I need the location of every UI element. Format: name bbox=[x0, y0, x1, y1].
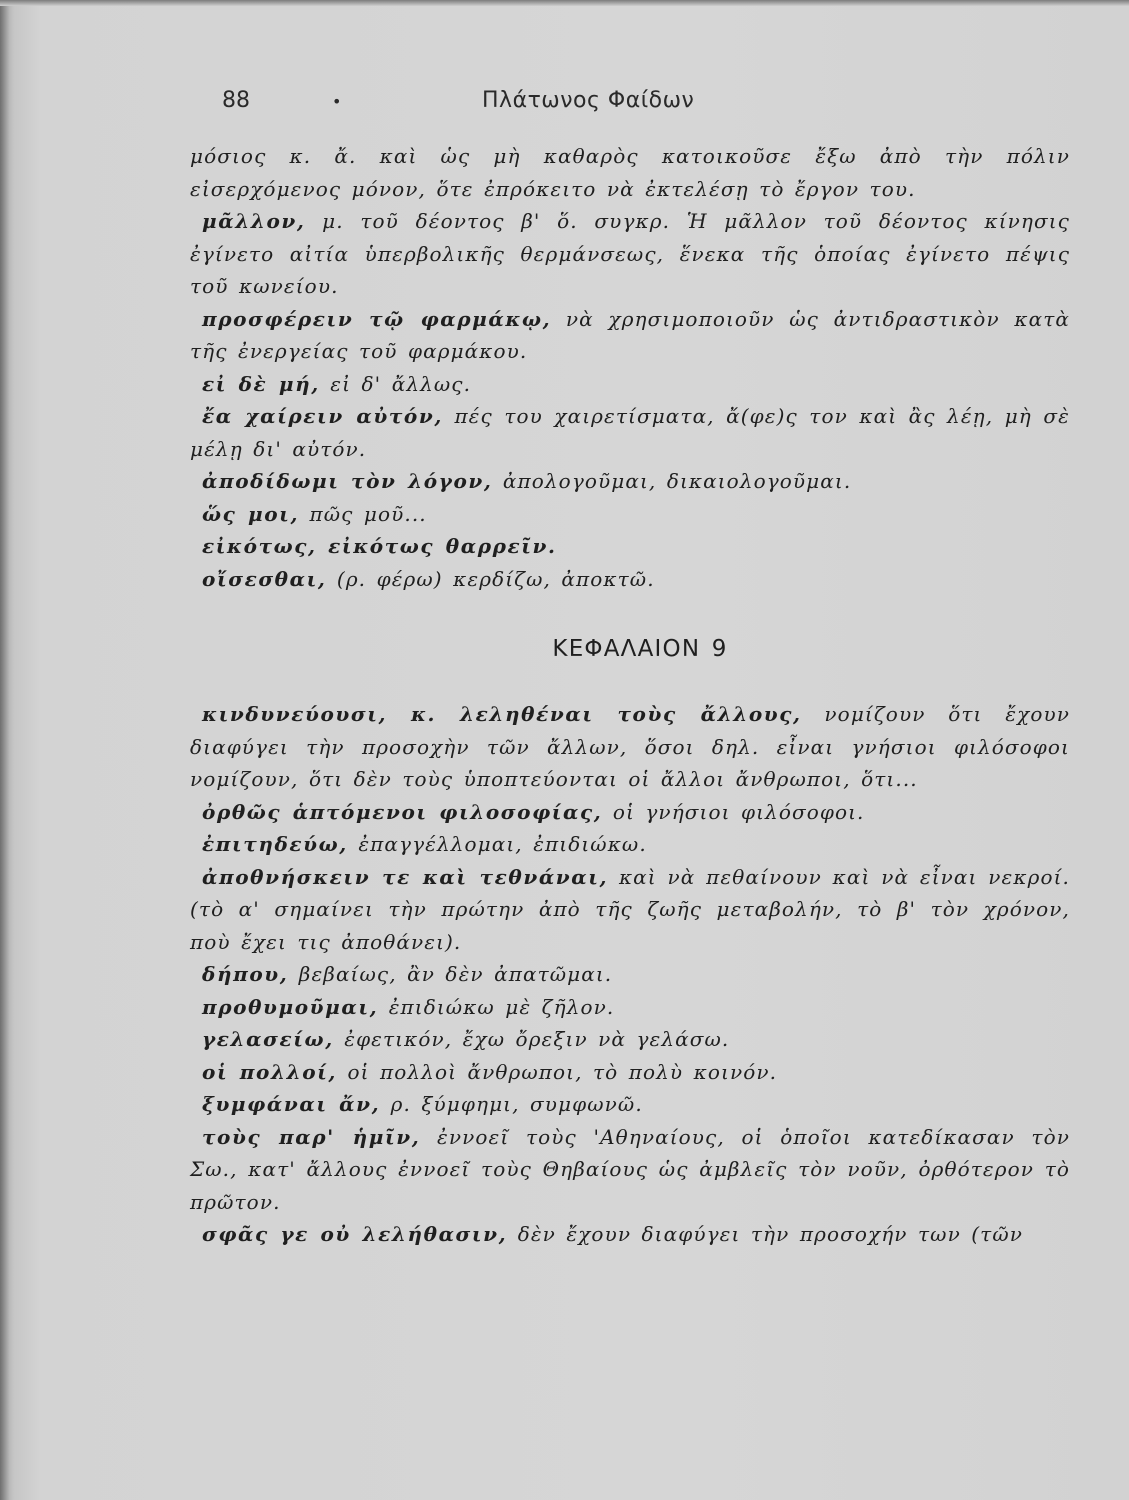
entry-gloss: πές του χαιρετίσματα, ἄ(φε)ς τον καὶ ἂς λέῃ, μὴ σὲ μέλῃ δι' αὐτόν. bbox=[190, 404, 1070, 461]
commentary-entry bbox=[190, 796, 1070, 829]
entry-lemma: εἰ δὲ μή, bbox=[202, 371, 320, 396]
entry-lemma: τοὺς παρ' ἡμῖν, bbox=[202, 1124, 421, 1149]
commentary-entry bbox=[190, 530, 1070, 563]
running-title: Πλάτωνος Φαίδων bbox=[482, 88, 695, 113]
entry-lemma: κινδυνεύουσι, κ. λεληθέναι τοὺς ἄλλους, bbox=[202, 702, 802, 726]
entry-gloss: μ. τοῦ δέοντος β' ὅ. συγκρ. Ἡ μᾶλλον τοῦ δέοντος κίνησις ἐγίνετο αἰτία ὑπερβολικῆς θερμάνσεως, ἕνεκα τῆς ὁποίας ἐγίνετο πέψις τοῦ κωνείου. bbox=[190, 209, 1070, 298]
commentary-entry bbox=[190, 465, 1070, 498]
commentary-entry bbox=[190, 205, 1070, 303]
entry-lemma: προθυμοῦμαι, bbox=[202, 994, 379, 1019]
entry-lemma: μᾶλλον, bbox=[202, 209, 306, 233]
entry-lemma: οἱ πολλοί, bbox=[202, 1059, 337, 1084]
entry-lemma: ξυμφάναι ἄν, bbox=[202, 1092, 381, 1116]
commentary-entry bbox=[190, 828, 1070, 861]
entries-after-chapter bbox=[190, 698, 1070, 1251]
chapter-heading: ΚΕΦΑΛΑΙΟΝ 9 bbox=[552, 636, 728, 662]
entry-lemma: ἀποδίδωμι τὸν λόγον, bbox=[202, 469, 493, 493]
commentary-entry bbox=[190, 563, 1070, 596]
entry-gloss: ἀπολογοῦμαι, δικαιολογοῦμαι. bbox=[502, 469, 852, 493]
entry-gloss: βεβαίως, ἂν δὲν ἀπατῶμαι. bbox=[298, 962, 613, 986]
entry-gloss: (ρ. φέρω) κερδίζω, ἀποκτῶ. bbox=[336, 566, 655, 591]
commentary-entry bbox=[190, 303, 1070, 368]
commentary-entry bbox=[190, 400, 1070, 465]
entry-gloss: μόσιος κ. ἄ. καὶ ὡς μὴ καθαρὸς κατοικοῦσε ἔξω ἀπὸ τὴν πόλιν εἰσερχόμενος μόνον, ὅτε ἐπρόκειτο νὰ ἐκτελέσῃ τὸ ἔργον του. bbox=[190, 144, 1070, 201]
commentary-entry bbox=[190, 698, 1070, 796]
commentary-entry bbox=[190, 1088, 1070, 1121]
entry-lemma: εἰκότως, εἰκότως θαρρεῖν. bbox=[202, 534, 557, 558]
entry-gloss: ἐννοεῖ τοὺς 'Αθηναίους, οἱ ὁποῖοι κατεδίκασαν τὸν Σω., κατ' ἄλλους ἐννοεῖ τοὺς Θηβαίους ὡς ἀμβλεῖς τὸν νοῦν, ὀρθότερον τὸ πρῶτον. bbox=[190, 1124, 1070, 1214]
commentary-entry bbox=[190, 1056, 1070, 1089]
commentary-entry bbox=[190, 1023, 1070, 1056]
ornament-dot-icon: • bbox=[332, 92, 342, 111]
commentary-entry bbox=[190, 498, 1070, 531]
running-head bbox=[0, 88, 1129, 122]
entry-lemma: σφᾶς γε οὐ λελήθασιν, bbox=[202, 1222, 508, 1246]
commentary-entry bbox=[190, 368, 1070, 401]
entries-before-chapter bbox=[190, 140, 1070, 595]
entry-gloss: καὶ νὰ πεθαίνουν καὶ νὰ εἶναι νεκροί. (τὸ α' σημαίνει τὴν πρώτην ἀπὸ τῆς ζωῆς μεταβολήν, τὸ β' τὸν χρόνον, ποὺ ἔχει τις ἀποθάνει). bbox=[190, 864, 1070, 954]
entry-gloss: οἱ γνήσιοι φιλόσοφοι. bbox=[612, 799, 865, 824]
page-binding-shadow bbox=[0, 0, 10, 1500]
entry-gloss: ἐφετικόν, ἔχω ὄρεξιν νὰ γελάσω. bbox=[344, 1027, 730, 1051]
entry-lemma: προσφέρειν τῷ φαρμάκῳ, bbox=[202, 306, 552, 331]
commentary-entry bbox=[190, 1218, 1070, 1251]
entry-gloss: ἐπιδιώκω μὲ ζῆλον. bbox=[388, 994, 615, 1019]
commentary-entry bbox=[190, 958, 1070, 991]
entry-lemma: δήπου, bbox=[202, 962, 289, 986]
entry-gloss: εἰ δ' ἄλλως. bbox=[330, 371, 472, 396]
entry-gloss: νομίζουν ὅτι ἔχουν διαφύγει τὴν προσοχὴν τῶν ἄλλων, ὅσοι δηλ. εἶναι γνήσιοι φιλόσοφοι νομίζουν, ὅτι δὲν τοὺς ὑποπτεύονται οἱ ἄλλοι ἄνθρωποι, ὅτι... bbox=[190, 702, 1070, 791]
entry-lemma: οἴσεσθαι, bbox=[202, 566, 327, 591]
entry-gloss: οἱ πολλοὶ ἄνθρωποι, τὸ πολὺ κοινόν. bbox=[347, 1059, 778, 1084]
entry-gloss: δὲν ἔχουν διαφύγει τὴν προσοχήν των (τῶν bbox=[517, 1222, 1024, 1246]
entry-lemma: γελασείω, bbox=[202, 1027, 334, 1051]
commentary-entry bbox=[190, 140, 1070, 205]
entry-lemma: ἀποθνήσκειν τε καὶ τεθνάναι, bbox=[202, 864, 609, 889]
entry-gloss: νὰ χρησιμοποιοῦν ὡς ἀντιδραστικὸν κατὰ τῆς ἐνεργείας τοῦ φαρμάκου. bbox=[190, 306, 1070, 363]
commentary-entry bbox=[190, 1121, 1070, 1219]
entry-gloss: ρ. ξύμφημι, συμφωνῶ. bbox=[390, 1092, 643, 1116]
entry-gloss: ἐπαγγέλλομαι, ἐπιδιώκω. bbox=[358, 832, 647, 856]
commentary-text bbox=[190, 140, 1070, 1251]
entry-gloss: πῶς μοῦ... bbox=[309, 501, 427, 526]
entry-lemma: ὥς μοι, bbox=[202, 501, 300, 526]
commentary-entry bbox=[190, 991, 1070, 1024]
entry-lemma: ἐπιτηδεύω, bbox=[202, 832, 348, 856]
page-number: 88 bbox=[222, 88, 250, 113]
commentary-entry bbox=[190, 861, 1070, 959]
entry-lemma: ὀρθῶς ἁπτόμενοι φιλοσοφίας, bbox=[202, 799, 603, 824]
page-top-shadow bbox=[0, 0, 1129, 6]
entry-lemma: ἔα χαίρειν αὐτόν, bbox=[202, 404, 443, 428]
